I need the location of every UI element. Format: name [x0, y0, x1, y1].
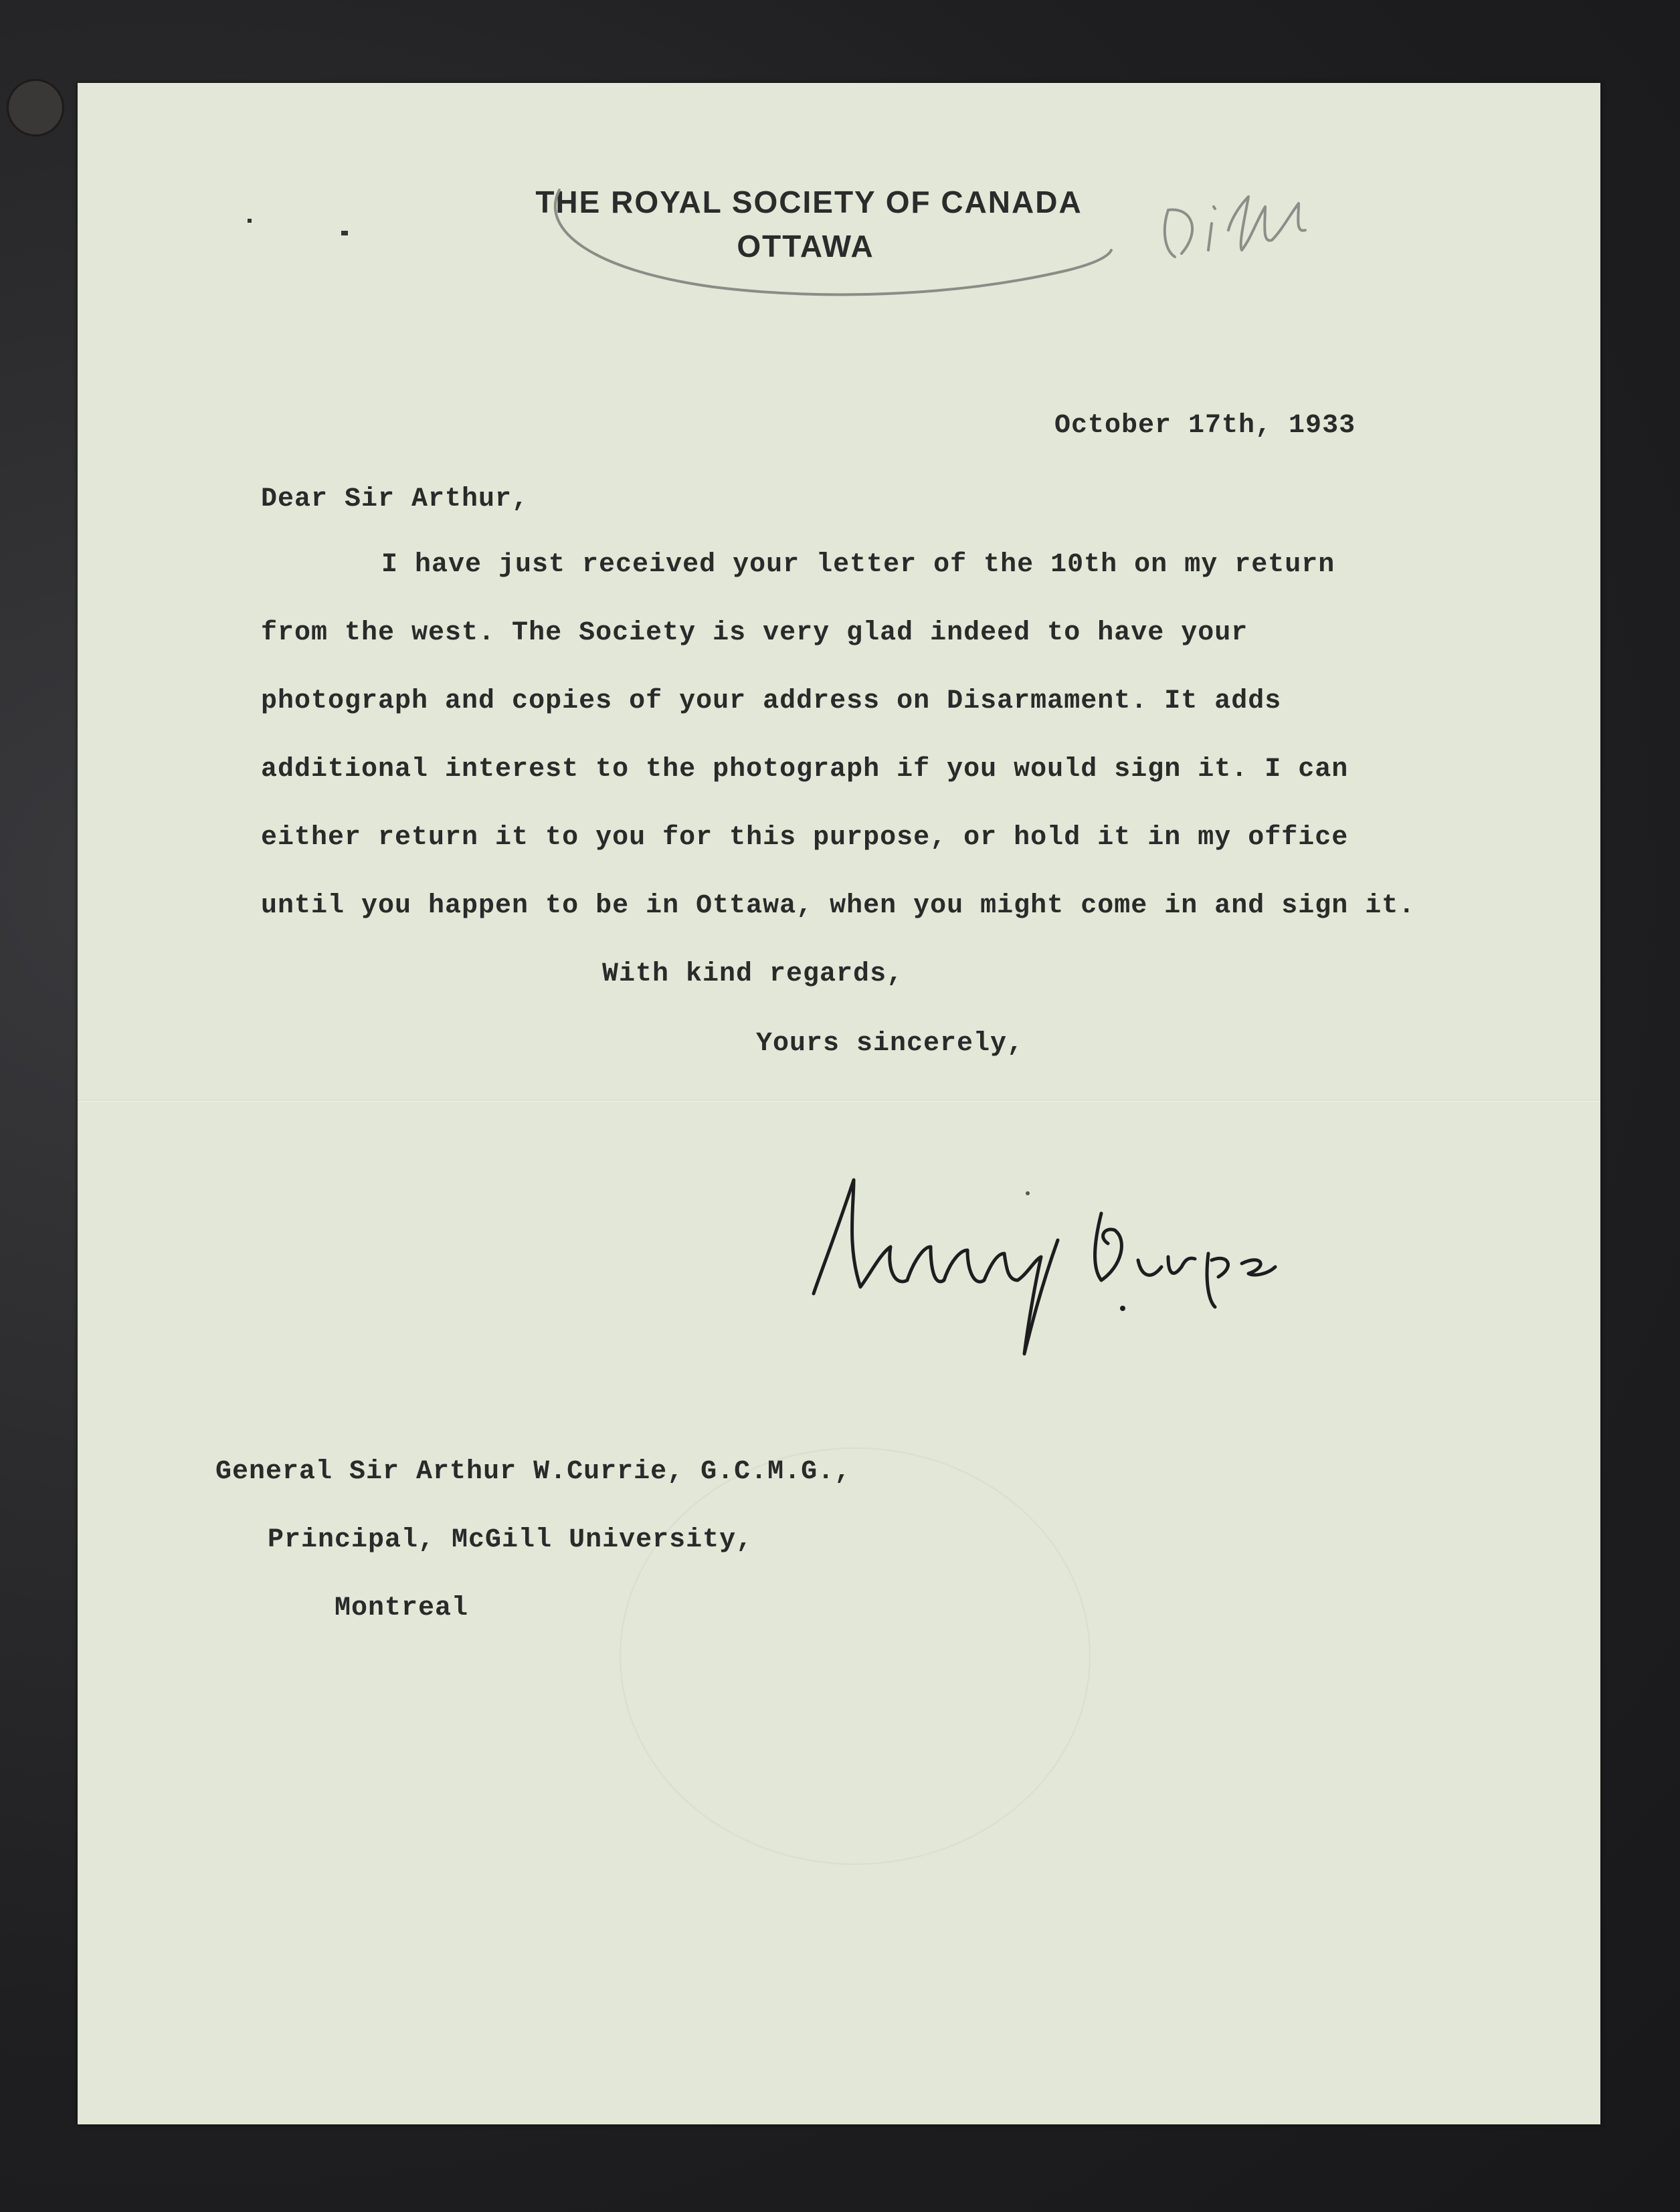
valediction: Yours sincerely,	[756, 1029, 1024, 1059]
letter-date: October 17th, 1933	[1054, 411, 1356, 441]
stray-mark	[248, 219, 252, 223]
embossed-seal	[620, 1447, 1091, 1865]
closing: With kind regards,	[602, 959, 904, 989]
body-line: either return it to you for this purpose, or hold it in my office	[261, 823, 1349, 853]
recipient-name: General Sir Arthur W.Currie, G.C.M.G.,	[215, 1457, 852, 1487]
body-line: I have just received your letter of the 10th on my return	[381, 550, 1335, 580]
body-line: from the west. The Society is very glad indeed to have your	[261, 618, 1248, 648]
body-line: until you happen to be in Ottawa, when you might come in and sign it.	[261, 891, 1416, 921]
corner-rivet	[7, 79, 64, 136]
letterhead-city: OTTAWA	[737, 229, 874, 264]
letterhead-organization: THE ROYAL SOCIETY OF CANADA	[535, 185, 1083, 219]
letter-page	[78, 83, 1600, 2124]
handwritten-signature	[807, 1086, 1315, 1367]
body-line: additional interest to the photograph if you would sign it. I can	[261, 755, 1349, 785]
pencil-annotation	[1155, 177, 1356, 270]
pencil-oval-mark	[539, 170, 1115, 304]
recipient-title: Principal, McGill University,	[268, 1525, 753, 1555]
recipient-city: Montreal	[335, 1593, 469, 1623]
stray-mark	[341, 231, 348, 235]
salutation: Dear Sir Arthur,	[261, 484, 529, 514]
body-line: photograph and copies of your address on Disarmament. It adds	[261, 686, 1282, 716]
